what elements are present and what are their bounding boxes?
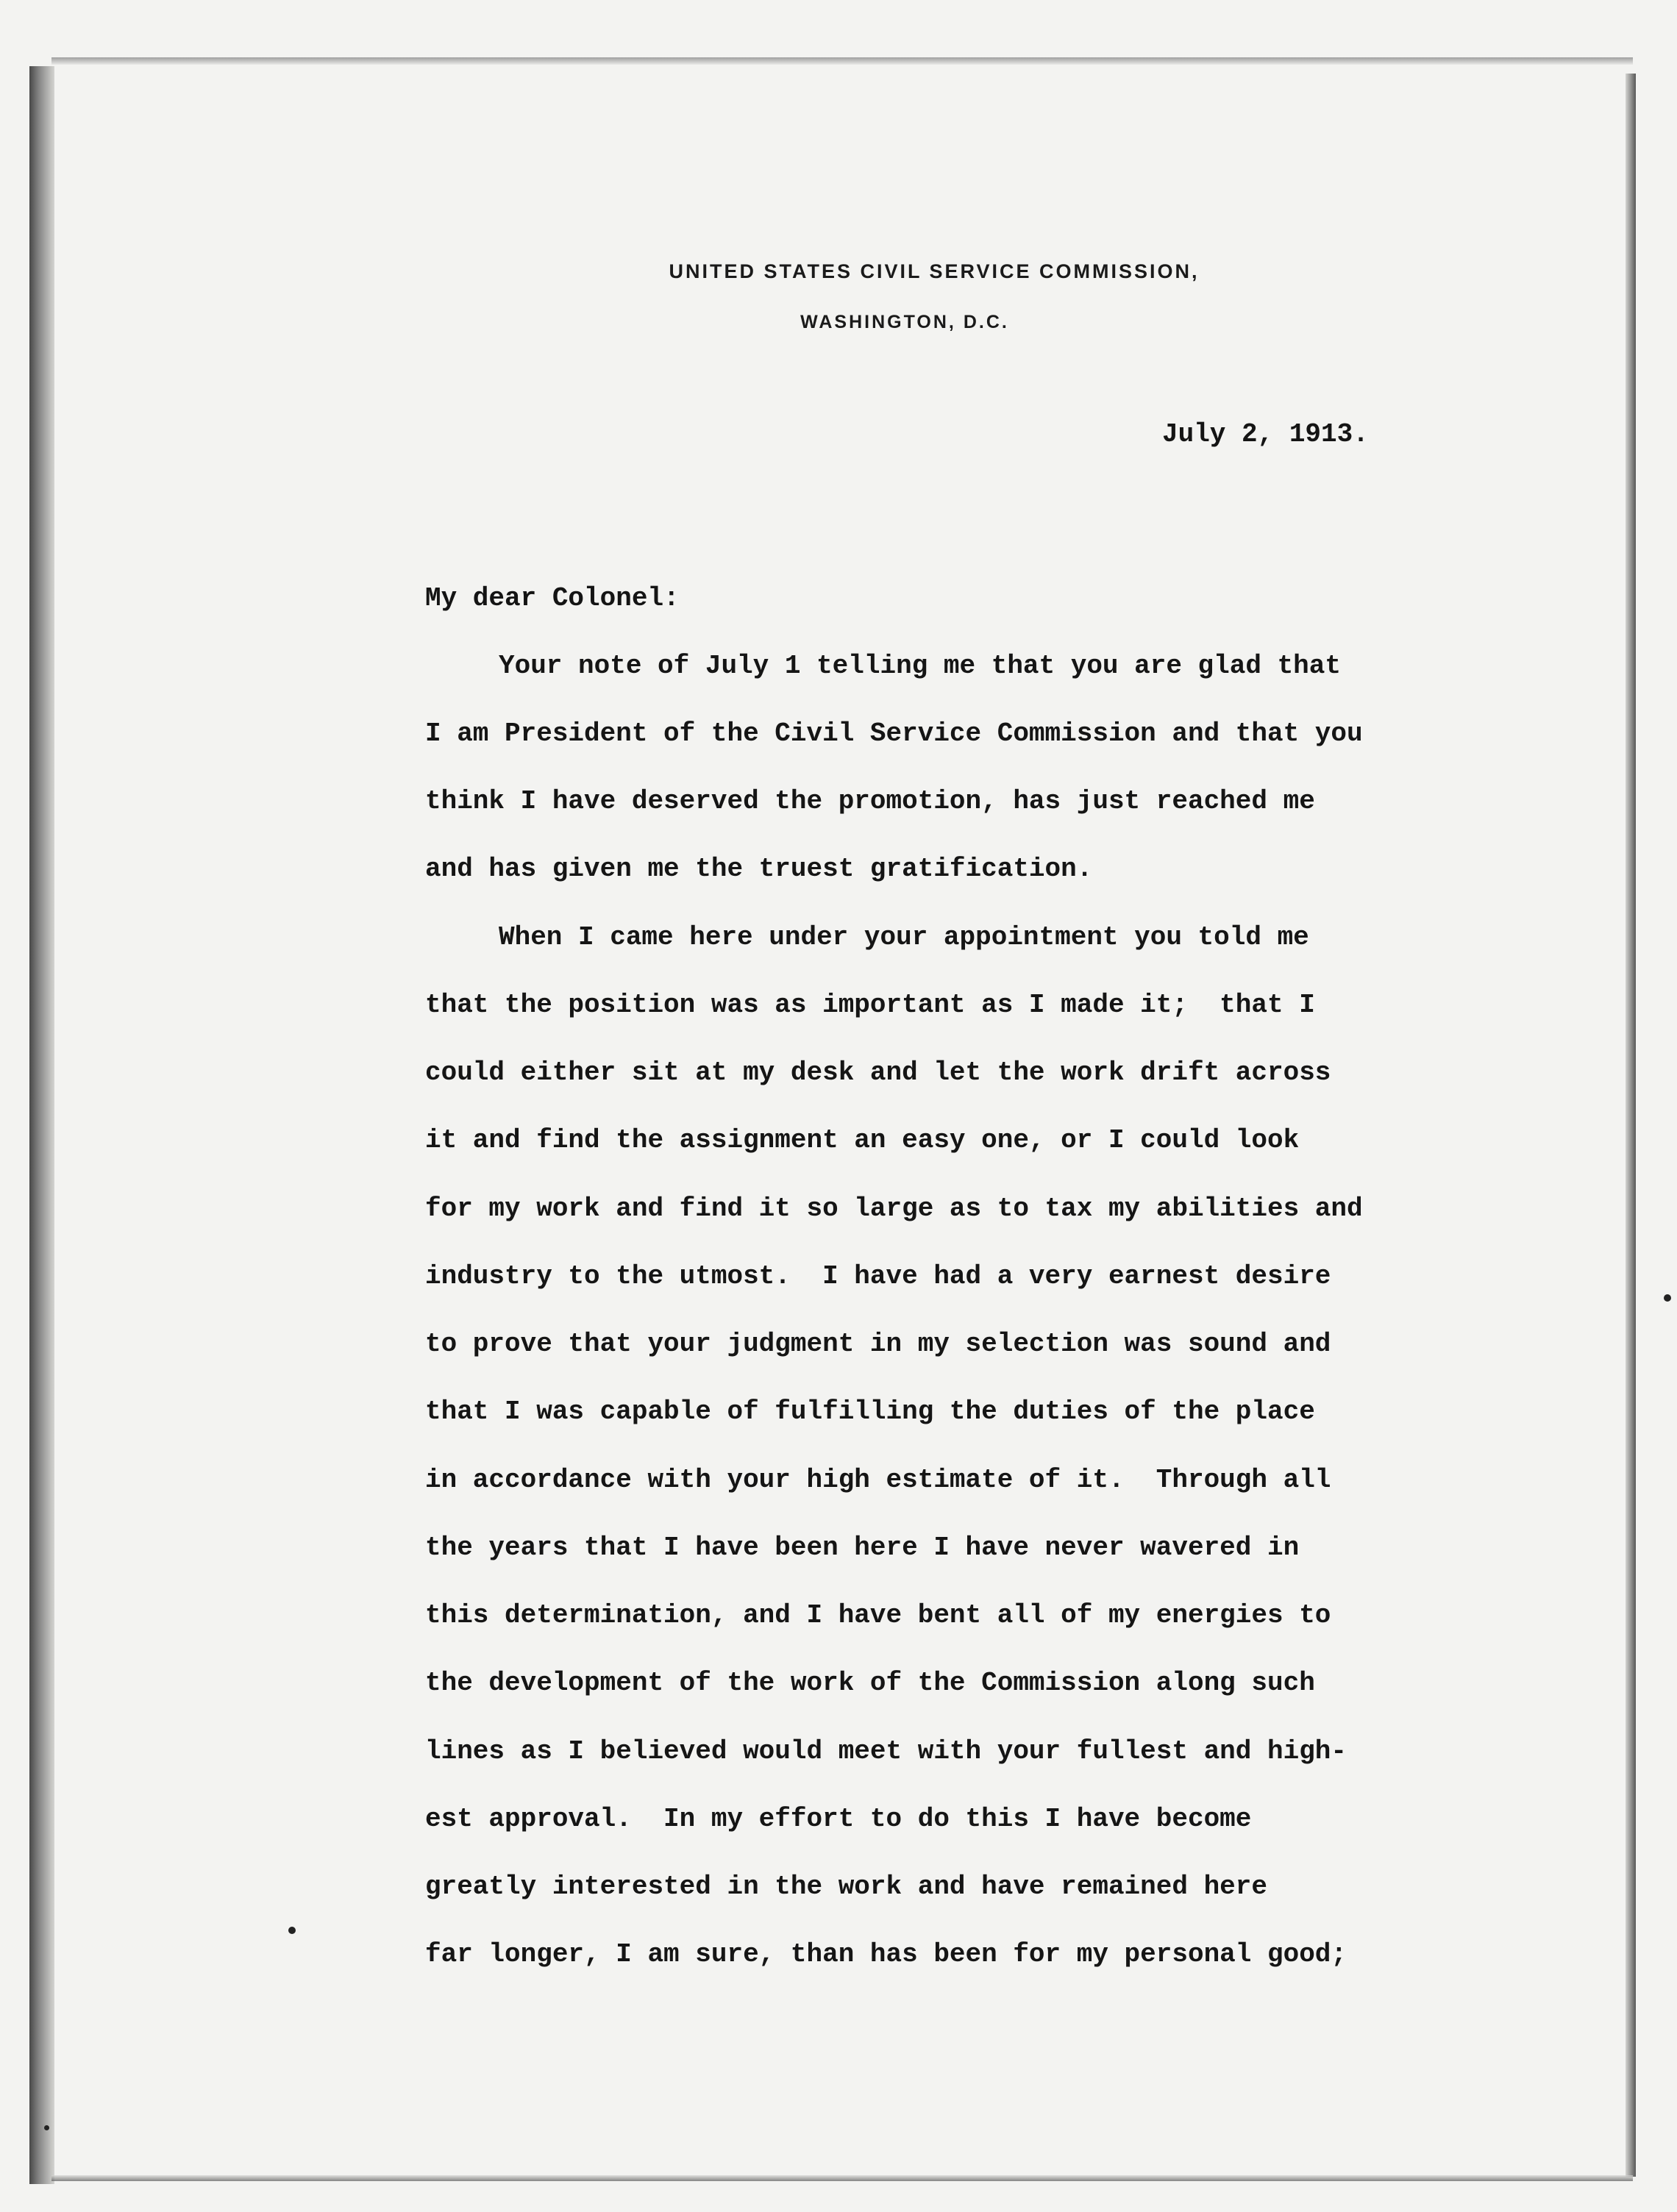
body-line: that I was capable of fulfilling the duties of the place — [425, 1396, 1315, 1427]
body-line: greatly interested in the work and have remained here — [425, 1872, 1267, 1902]
body-line: this determination, and I have bent all of my energies to — [425, 1600, 1331, 1630]
scan-speck — [288, 1927, 296, 1934]
body-line: think I have deserved the promotion, has just reached me — [425, 786, 1315, 816]
scan-speck — [44, 2125, 49, 2130]
body-line: that the position was as important as I made it; that I — [425, 990, 1315, 1020]
letterhead-organization: UNITED STATES CIVIL SERVICE COMMISSION, — [669, 260, 1200, 282]
body-line: industry to the utmost. I have had a very earnest desire — [425, 1261, 1331, 1291]
letter-date: July 2, 1913. — [1162, 419, 1369, 449]
page-edge-right — [1626, 74, 1636, 2177]
page-edge-bottom — [51, 2175, 1633, 2181]
salutation: My dear Colonel: — [425, 583, 680, 613]
page-edge-left — [29, 66, 54, 2184]
body-line: far longer, I am sure, than has been for my personal good; — [425, 1939, 1347, 1969]
body-line: for my work and find it so large as to tax my abilities and — [425, 1194, 1363, 1224]
body-line: Your note of July 1 telling me that you are glad that — [499, 651, 1341, 681]
body-line: I am President of the Civil Service Commission and that you — [425, 718, 1363, 749]
body-line: it and find the assignment an easy one, or I could look — [425, 1125, 1300, 1155]
letterhead-city: WASHINGTON, D.C. — [800, 312, 1009, 332]
body-line: When I came here under your appointment you told me — [499, 922, 1309, 952]
body-line: est approval. In my effort to do this I have become — [425, 1804, 1252, 1834]
body-line: the years that I have been here I have never wavered in — [425, 1533, 1300, 1563]
page-edge-top — [51, 57, 1633, 65]
body-line: lines as I believed would meet with your fullest and high- — [425, 1736, 1347, 1766]
body-line: in accordance with your high estimate of it. Through all — [425, 1465, 1331, 1495]
body-line: the development of the work of the Commission along such — [425, 1668, 1315, 1698]
body-line: and has given me the truest gratification. — [425, 854, 1093, 884]
body-line: could either sit at my desk and let the work drift across — [425, 1057, 1331, 1088]
scan-speck — [1664, 1294, 1671, 1302]
body-line: to prove that your judgment in my selection was sound and — [425, 1329, 1331, 1359]
